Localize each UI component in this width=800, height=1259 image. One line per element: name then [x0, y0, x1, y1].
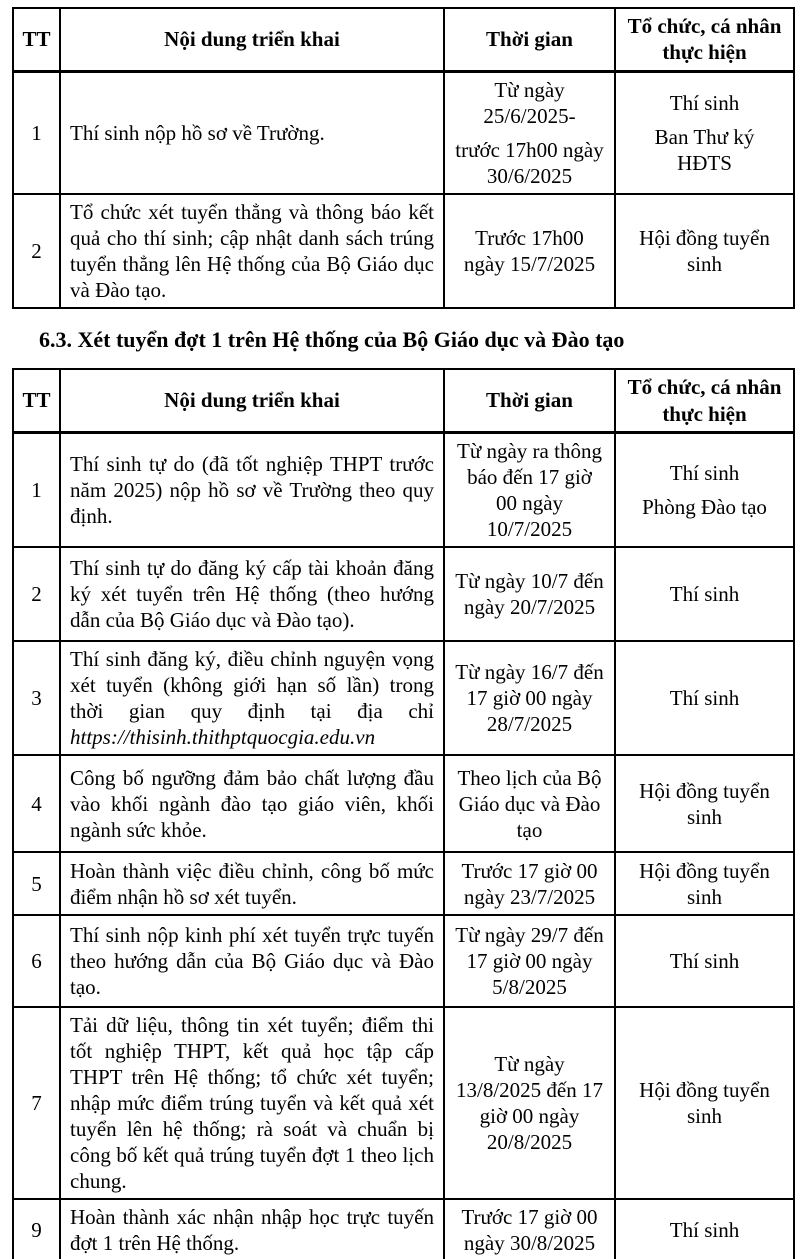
table-row	[13, 194, 794, 308]
cell-org	[615, 852, 794, 915]
org-paragraph: Phòng Đào tạo	[642, 494, 767, 519]
cell-content: Thí sinh nộp hồ sơ về Trường.	[60, 71, 444, 194]
org-paragraph: Thí sinh	[669, 949, 740, 974]
cell-tt: 2	[13, 547, 60, 641]
time-paragraph: Từ ngày 29/7 đến 17 giờ 00 ngày 5/8/2025	[455, 923, 604, 1000]
cell-content: Hoàn thành việc điều chỉnh, công bố mức điểm nhận hồ sơ xét tuyển.	[60, 852, 444, 915]
table-row	[13, 1199, 794, 1259]
cell-content: Hoàn thành xác nhận nhập học trực tuyến đợt 1 trên Hệ thống.	[60, 1199, 444, 1259]
cell-tt: 4	[13, 755, 60, 852]
org-paragraph: Thí sinh	[669, 460, 740, 485]
cell-content: Thí sinh nộp kinh phí xét tuyển trực tuyến theo hướng dẫn của Bộ Giáo dục và Đào tạo.	[60, 915, 444, 1007]
time-paragraph: Trước 17 giờ 00 ngày 23/7/2025	[461, 858, 598, 909]
cell-tt: 5	[13, 852, 60, 915]
table1-header-tt: TT	[13, 8, 60, 71]
cell-org	[615, 194, 794, 308]
cell-time	[444, 641, 615, 755]
table-row	[13, 915, 794, 1007]
cell-content-text: Thí sinh đăng ký, điều chỉnh nguyện vọng xét tuyển (không giới hạn số lần) trong thời gian quy định tại địa chỉ	[70, 646, 434, 724]
cell-tt: 9	[13, 1199, 60, 1259]
cell-time	[444, 1199, 615, 1259]
table2-header-tt: TT	[13, 369, 60, 432]
time-paragraph: Từ ngày 13/8/2025 đến 17 giờ 00 ngày 20/8/2025	[456, 1052, 603, 1155]
cell-org	[615, 641, 794, 755]
time-paragraph: Trước 17h00 ngày 15/7/2025	[463, 225, 596, 276]
org-paragraph: Thí sinh	[669, 1218, 740, 1243]
time-paragraph: trước 17h00 ngày 30/6/2025	[455, 137, 604, 188]
cell-org	[615, 915, 794, 1007]
cell-tt: 6	[13, 915, 60, 1007]
table-row	[13, 1007, 794, 1199]
cell-content: Thí sinh tự do (đã tốt nghiệp THPT trước năm 2025) nộp hồ sơ về Trường theo quy định.	[60, 432, 444, 547]
cell-org	[615, 71, 794, 194]
cell-tt: 1	[13, 71, 60, 194]
table2-header-row	[13, 369, 794, 432]
org-paragraph: Hội đồng tuyển sinh	[639, 858, 770, 909]
cell-org	[615, 432, 794, 547]
cell-tt: 7	[13, 1007, 60, 1199]
cell-content: Thí sinh tự do đăng ký cấp tài khoản đăng ký xét tuyển trên Hệ thống (theo hướng dẫn của Bộ Giáo dục và Đào tạo).	[60, 547, 444, 641]
table-row	[13, 755, 794, 852]
table-row	[13, 71, 794, 194]
table2-header-time: Thời gian	[444, 369, 615, 432]
table1-header-content: Nội dung triển khai	[60, 8, 444, 71]
cell-org	[615, 1007, 794, 1199]
schedule-table-round1	[12, 368, 795, 1259]
org-paragraph: Hội đồng tuyển sinh	[639, 1078, 770, 1129]
cell-tt: 2	[13, 194, 60, 308]
time-paragraph: Trước 17 giờ 00 ngày 30/8/2025	[461, 1205, 598, 1256]
cell-time	[444, 852, 615, 915]
org-paragraph: Ban Thư ký HĐTS	[654, 124, 755, 175]
org-paragraph: Thí sinh	[669, 686, 740, 711]
cell-time	[444, 71, 615, 194]
table-row	[13, 547, 794, 641]
cell-content: Tổ chức xét tuyển thẳng và thông báo kết quả cho thí sinh; cập nhật danh sách trúng tuyển thẳng lên Hệ thống của Bộ Giáo dục và Đào tạo.	[60, 194, 444, 308]
time-paragraph: Từ ngày 16/7 đến 17 giờ 00 ngày 28/7/2025	[455, 659, 604, 737]
org-paragraph: Hội đồng tuyển sinh	[639, 225, 770, 276]
table-row	[13, 432, 794, 547]
schedule-table-direct-admission	[12, 7, 795, 309]
org-paragraph: Thí sinh	[669, 90, 740, 115]
cell-time	[444, 547, 615, 641]
cell-org	[615, 1199, 794, 1259]
org-paragraph: Thí sinh	[669, 581, 740, 606]
org-paragraph: Hội đồng tuyển sinh	[639, 778, 770, 829]
table1-header-row	[13, 8, 794, 71]
cell-content: Công bố ngưỡng đảm bảo chất lượng đầu vào khối ngành đào tạo giáo viên, khối ngành sức khỏe.	[60, 755, 444, 852]
cell-org	[615, 547, 794, 641]
cell-time	[444, 194, 615, 308]
table-row	[13, 852, 794, 915]
admission-portal-url: https://thisinh.thithptquocgia.edu.vn	[70, 725, 376, 750]
cell-time	[444, 915, 615, 1007]
cell-tt: 3	[13, 641, 60, 755]
section-heading-6-3: 6.3. Xét tuyển đợt 1 trên Hệ thống của Bộ Giáo dục và Đào tạo	[39, 326, 625, 352]
table2-header-content: Nội dung triển khai	[60, 369, 444, 432]
table2-header-org: Tổ chức, cá nhân thực hiện	[615, 369, 794, 432]
cell-time	[444, 432, 615, 547]
cell-time	[444, 1007, 615, 1199]
time-paragraph: Từ ngày ra thông báo đến 17 giờ 00 ngày 10/7/2025	[457, 438, 602, 541]
cell-content	[60, 641, 444, 755]
cell-tt: 1	[13, 432, 60, 547]
cell-time	[444, 755, 615, 852]
time-paragraph: Từ ngày 25/6/2025-	[483, 77, 576, 128]
cell-content: Tải dữ liệu, thông tin xét tuyển; điểm thi tốt nghiệp THPT, kết quả học tập cấp THPT trên Hệ thống; tổ chức xét tuyển; nhập mức điểm trúng tuyển và kết quả xét tuyển lên hệ thống; rà soát và chuẩn bị công bố kết quả trúng tuyển đợt 1 theo lịch chung.	[60, 1007, 444, 1199]
cell-org	[615, 755, 794, 852]
table1-header-org: Tổ chức, cá nhân thực hiện	[615, 8, 794, 71]
time-paragraph: Từ ngày 10/7 đến ngày 20/7/2025	[455, 568, 604, 619]
time-paragraph: Theo lịch của Bộ Giáo dục và Đào tạo	[457, 765, 602, 842]
table1-header-time: Thời gian	[444, 8, 615, 71]
table-row	[13, 641, 794, 755]
